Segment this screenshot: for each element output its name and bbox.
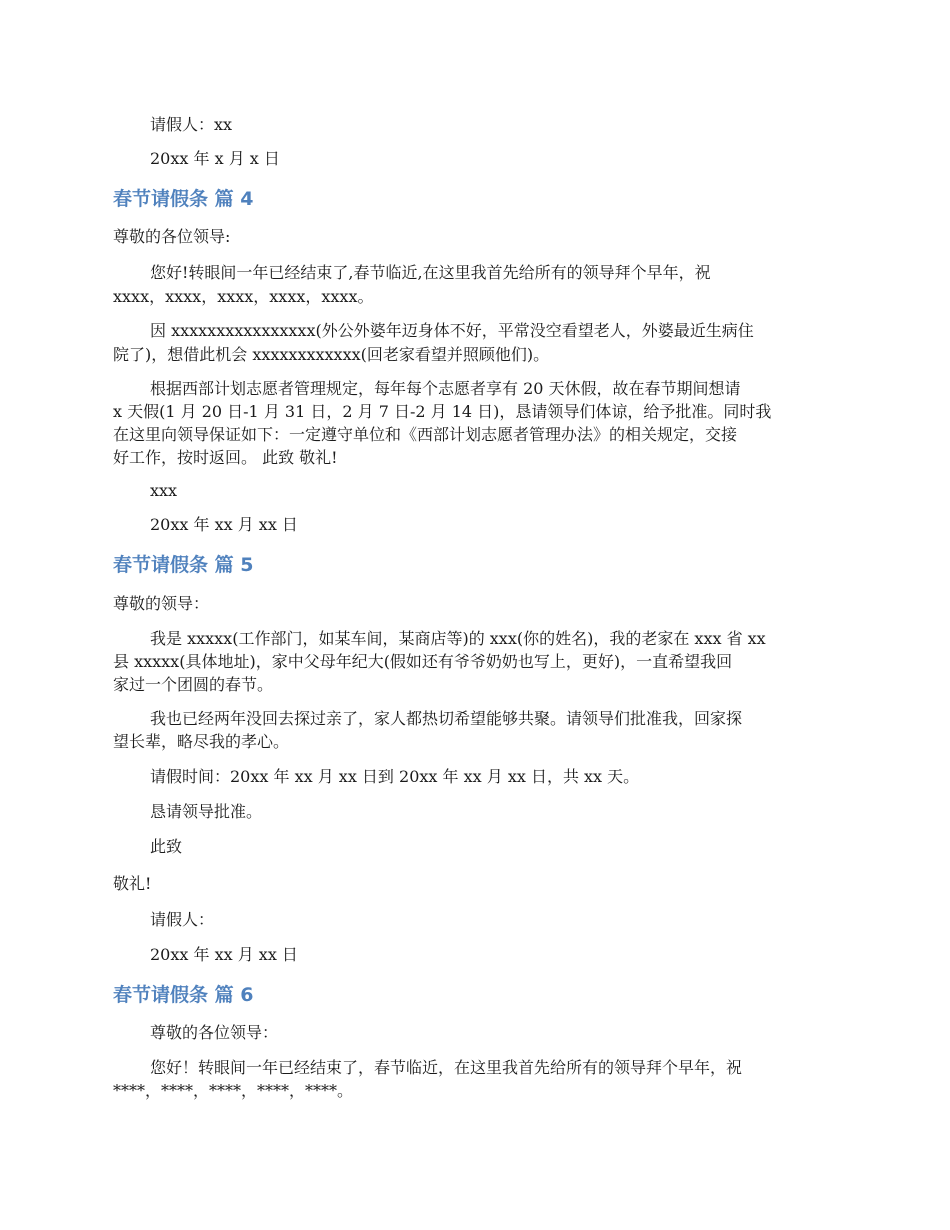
signer-line: 请假人： — [150, 910, 215, 929]
paragraph-line: 您好！转眼间一年已经结束了，春节临近，在这里我首先给所有的领导拜个早年，祝 — [150, 1058, 743, 1077]
date-line: 20xx 年 xx 月 xx 日 — [150, 515, 298, 534]
paragraph-line: 我是 xxxxx(工作部门，如某车间，某商店等)的 xxx(你的姓名)，我的老家在 xxx 省 xx — [150, 629, 766, 648]
paragraph-line: 望长辈，略尽我的孝心。 — [113, 732, 290, 751]
salutation: 尊敬的各位领导: — [113, 227, 231, 246]
paragraph-line: x 天假(1 月 20 日-1 月 31 日，2 月 7 日-2 月 14 日)，恳请领导们体谅，给予批准。同时我 — [113, 402, 772, 421]
paragraph-line: 县 xxxxx(具体地址)，家中父母年纪大(假如还有爷爷奶奶也写上，更好)，一直希望我回 — [113, 652, 733, 671]
paragraph-line: 在这里向领导保证如下：一定遵守单位和《西部计划志愿者管理办法》的相关规定，交接 — [113, 425, 738, 444]
request-line: 恳请领导批准。 — [150, 802, 263, 821]
signer-line: xxx — [150, 481, 178, 500]
salutation: 尊敬的各位领导： — [150, 1023, 279, 1042]
paragraph-line: 根据西部计划志愿者管理规定，每年每个志愿者享有 20 天休假，故在春节期间想请 — [150, 379, 741, 398]
closing-line: 此致 — [150, 837, 183, 856]
paragraph-line: 我也已经两年没回去探过亲了，家人都热切希望能够共聚。请领导们批准我，回家探 — [150, 709, 743, 728]
paragraph-line: 家过一个团圆的春节。 — [113, 675, 274, 694]
section-heading-4: 春节请假条 篇 4 — [113, 188, 254, 210]
paragraph-line: 好工作，按时返回。 此致 敬礼! — [113, 448, 338, 467]
signer-line: 请假人：xx — [150, 115, 233, 134]
closing-line: 敬礼! — [113, 874, 152, 893]
salutation: 尊敬的领导： — [113, 594, 210, 613]
paragraph-line: xxxx，xxxx，xxxx，xxxx，xxxx。 — [113, 287, 374, 306]
paragraph-line: 您好!转眼间一年已经结束了,春节临近,在这里我首先给所有的领导拜个早年，祝 — [150, 263, 711, 282]
section-heading-6: 春节请假条 篇 6 — [113, 984, 254, 1006]
paragraph-line: 因 xxxxxxxxxxxxxxxx(外公外婆年迈身体不好，平常没空看望老人，外婆最近生病住 — [150, 321, 754, 340]
leave-time-line: 请假时间：20xx 年 xx 月 xx 日到 20xx 年 xx 月 xx 日，共 xx 天。 — [150, 767, 640, 786]
date-line: 20xx 年 x 月 x 日 — [150, 149, 280, 168]
paragraph-line: ****，****，****，****，****。 — [113, 1081, 354, 1100]
paragraph-line: 院了)，想借此机会 xxxxxxxxxxxx(回老家看望并照顾他们)。 — [113, 345, 550, 364]
date-line: 20xx 年 xx 月 xx 日 — [150, 945, 298, 964]
section-heading-5: 春节请假条 篇 5 — [113, 554, 254, 576]
